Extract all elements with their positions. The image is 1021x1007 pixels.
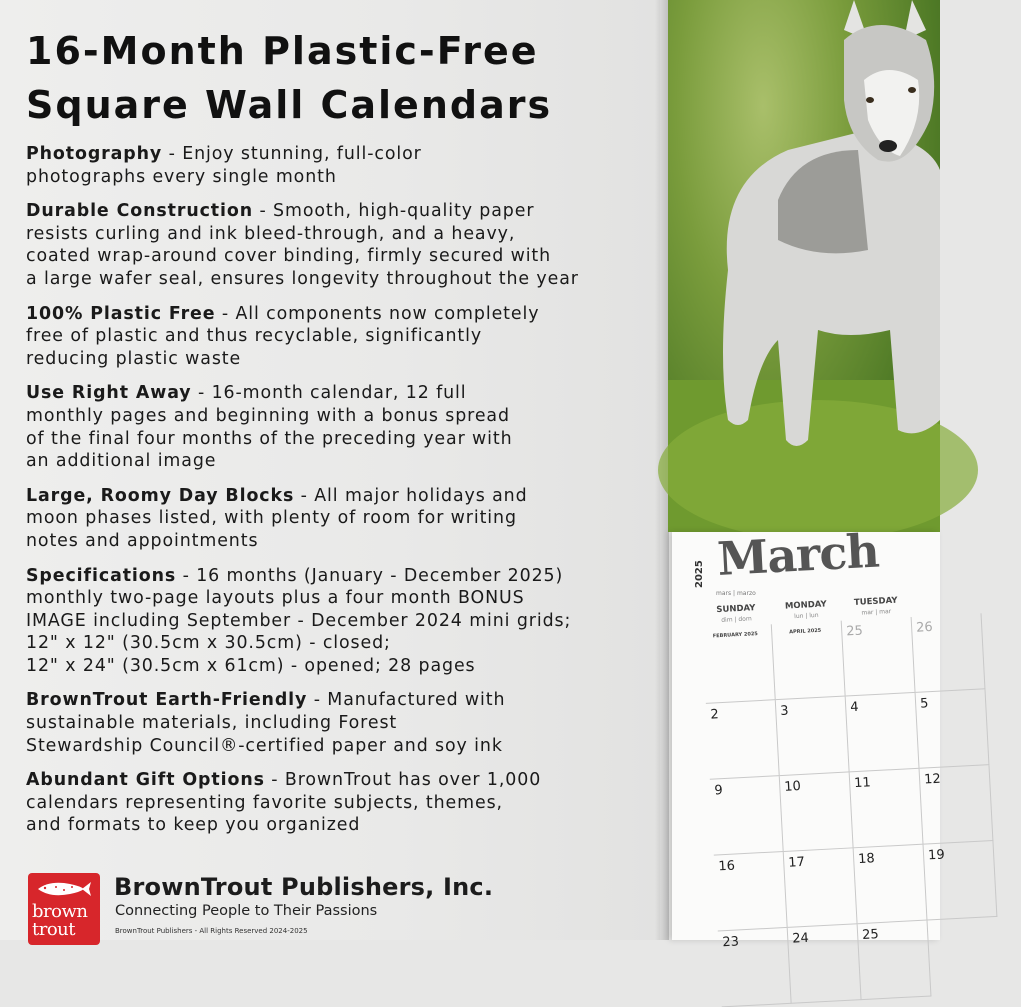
feature-line	[26, 485, 656, 508]
calendar-cell	[780, 772, 854, 852]
feature-durable-construction	[26, 200, 656, 290]
feature-text: - Manufactured with	[307, 690, 506, 711]
feature-line	[26, 382, 656, 405]
feature-line	[26, 610, 656, 633]
feature-line	[26, 507, 656, 530]
feature-line	[26, 565, 656, 588]
mini-calendar-title: FEBRUARY 2025	[712, 631, 758, 640]
feature-text: photographs every single month	[26, 166, 337, 187]
husky-image	[668, 0, 940, 532]
feature-line	[26, 166, 656, 189]
feature-line	[26, 450, 656, 473]
feature-line	[26, 405, 656, 428]
feature-text: - BrownTrout has over 1,000	[264, 770, 542, 791]
feature-specifications	[26, 565, 656, 678]
date-number: 25	[861, 927, 880, 943]
mini-calendar-february	[706, 631, 764, 640]
feature-text: notes and appointments	[26, 530, 259, 551]
page-title	[26, 24, 646, 132]
feature-use-right-away	[26, 382, 656, 472]
date-number: 26	[915, 619, 934, 636]
copyright-text: BrownTrout Publishers - All Rights Reserved 2024-2025	[115, 927, 308, 935]
date-number: 9	[714, 783, 724, 799]
day-header-sunday: SUNDAY	[716, 603, 756, 616]
feature-heading: Specifications	[26, 565, 177, 586]
calendar-cell	[710, 776, 784, 856]
date-number: 5	[919, 696, 929, 712]
date-number: 18	[857, 851, 876, 868]
date-number: 3	[779, 703, 790, 719]
feature-line	[26, 735, 656, 758]
calendar-cell	[924, 841, 998, 921]
feature-line	[26, 712, 656, 735]
feature-text: sustainable materials, including Forest	[26, 713, 398, 734]
calendar-cell	[846, 693, 920, 773]
feature-text: - All components now completely	[215, 303, 540, 324]
date-number: 12	[923, 771, 942, 788]
day-header-tuesday: TUESDAY	[853, 595, 898, 608]
feature-line	[26, 530, 656, 553]
calendar-cell	[702, 624, 776, 704]
calendar-cell	[772, 621, 846, 701]
feature-text: free of plastic and thus recyclable, significantly	[26, 326, 483, 347]
date-number: 17	[787, 854, 806, 871]
feature-line	[26, 245, 656, 268]
feature-text: Stewardship Council®-certified paper and soy ink	[26, 735, 503, 756]
calendar-cell	[850, 769, 924, 849]
feature-heading: Use Right Away	[26, 383, 192, 404]
feature-text: monthly two-page layouts plus a four month BONUS	[26, 588, 525, 609]
logo-text-brown: brown	[32, 901, 88, 922]
calendar-cell	[788, 924, 862, 1004]
calendar-preview	[672, 523, 946, 951]
title-line-1: 16-Month Plastic-Free	[26, 29, 539, 73]
feature-line	[26, 587, 656, 610]
date-number: 4	[849, 699, 859, 716]
feature-text: and formats to keep you organized	[26, 815, 361, 836]
feature-text: resists curling and ink bleed-through, and a heavy,	[26, 223, 516, 244]
feature-line	[26, 655, 656, 678]
feature-abundant-gift-options	[26, 769, 656, 837]
date-number: 23	[721, 934, 740, 951]
feature-text: coated wrap-around cover binding, firmly secured with	[26, 246, 552, 267]
feature-heading: Abundant Gift Options	[26, 770, 265, 791]
calendar-cell	[718, 928, 792, 1007]
feature-text: - All major holidays and	[294, 485, 528, 506]
feature-text: monthly pages and beginning with a bonus spread	[26, 405, 510, 426]
feature-text: 12" x 24" (30.5cm x 61cm) - opened; 28 pages	[26, 655, 476, 676]
feature-heading: Durable Construction	[26, 201, 254, 222]
feature-line	[26, 303, 656, 326]
calendar-cell	[776, 697, 850, 777]
calendar-cell	[714, 852, 788, 932]
husky-photo	[668, 0, 940, 532]
feature-line	[26, 348, 656, 371]
calendar-cell	[854, 845, 928, 925]
calendar-cell	[706, 700, 780, 780]
feature-line	[26, 143, 656, 166]
feature-100-plastic-free	[26, 303, 656, 371]
calendar-cell	[912, 613, 986, 693]
feature-text: an additional image	[26, 451, 217, 472]
feature-photography	[26, 143, 656, 188]
calendar-cell	[784, 848, 858, 928]
logo-text	[32, 903, 87, 939]
title-line-2: Square Wall Calendars	[26, 83, 553, 127]
feature-line	[26, 325, 656, 348]
tagline: Connecting People to Their Passions	[115, 903, 378, 919]
feature-text: calendars representing favorite subjects, themes,	[26, 792, 503, 813]
feature-text: moon phases listed, with plenty of room for writing	[26, 508, 517, 529]
day-header-monday: MONDAY	[784, 599, 827, 612]
date-number: 11	[853, 775, 872, 792]
calendar-cell	[842, 617, 916, 697]
feature-line	[26, 689, 656, 712]
feature-heading: 100% Plastic Free	[26, 303, 216, 324]
date-number: 10	[783, 778, 802, 795]
feature-line	[26, 814, 656, 837]
feature-line	[26, 200, 656, 223]
feature-line	[26, 428, 656, 451]
feature-heading: BrownTrout Earth-Friendly	[26, 690, 308, 711]
feature-line	[26, 632, 656, 655]
day-sub-sunday: dim | dom	[721, 615, 752, 624]
calendar-month-sub: mars | marzo	[716, 590, 756, 597]
feature-text: - Enjoy stunning, full-color	[162, 144, 422, 164]
date-number: 16	[718, 858, 736, 875]
calendar-grid	[700, 576, 1018, 951]
calendar-month: March	[716, 523, 881, 586]
date-number: 2	[710, 707, 720, 723]
mini-calendar-april	[776, 627, 834, 636]
feature-heading: Large, Roomy Day Blocks	[26, 485, 295, 506]
calendar-cell	[920, 765, 994, 845]
date-number: 25	[845, 623, 864, 640]
feature-text: - 16 months (January - December 2025)	[176, 565, 564, 586]
feature-text: IMAGE including September - December 2024 mini grids;	[26, 610, 572, 631]
logo-text-trout: trout	[32, 919, 76, 940]
feature-browntrout-earth-friendly	[26, 689, 656, 757]
date-number: 24	[791, 930, 810, 947]
feature-text: a large wafer seal, ensures longevity throughout the year	[26, 268, 579, 289]
date-number: 19	[927, 847, 946, 864]
feature-line	[26, 769, 656, 792]
browntrout-logo	[28, 873, 100, 945]
trout-icon	[36, 879, 92, 899]
company-name: BrownTrout Publishers, Inc.	[114, 873, 494, 901]
day-sub-tuesday: mar | mar	[861, 608, 892, 617]
feature-list	[26, 143, 656, 849]
feature-text: 12" x 12" (30.5cm x 30.5cm) - closed;	[26, 633, 391, 654]
feature-text: of the final four months of the preceding year with	[26, 428, 513, 449]
calendar-cell	[858, 921, 932, 1001]
calendar-cell	[916, 689, 990, 769]
feature-text: reducing plastic waste	[26, 348, 242, 369]
calendar-year: 2025	[694, 560, 705, 588]
feature-text: - 16-month calendar, 12 full	[191, 383, 467, 404]
feature-large-roomy-day-blocks	[26, 485, 656, 553]
feature-text: - Smooth, high-quality paper	[253, 201, 535, 222]
feature-line	[26, 792, 656, 815]
day-sub-monday: lun | lun	[794, 611, 819, 621]
mini-calendar-title: APRIL 2025	[789, 627, 822, 636]
feature-line	[26, 223, 656, 246]
feature-line	[26, 268, 656, 291]
feature-heading: Photography	[26, 144, 163, 164]
